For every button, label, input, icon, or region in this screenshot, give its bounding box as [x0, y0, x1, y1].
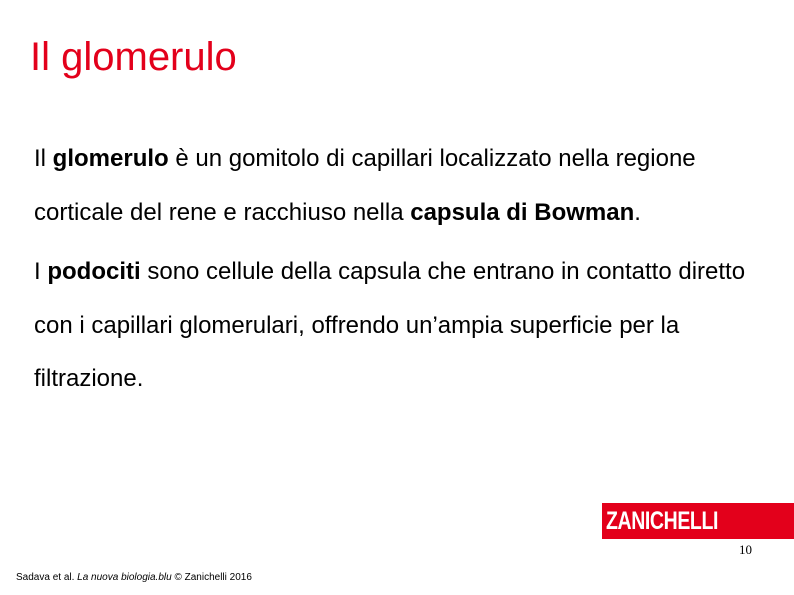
citation-prefix: Sadava et al.: [16, 572, 78, 583]
slide-body: [34, 132, 774, 406]
paragraph-podociti: [34, 245, 774, 406]
text-run: sono cellule della capsula che entrano in contatto diretto con i capillari glomerulari, offrendo un’ampia superficie per la filtrazione.: [34, 258, 746, 392]
zanichelli-logo: [602, 503, 794, 539]
text-run: .: [634, 198, 641, 226]
text-run: I: [34, 258, 48, 285]
slide-title: Il glomerulo: [30, 35, 237, 79]
logo-text: ZANICHELLI: [606, 507, 719, 535]
bold-term-capsula: capsula di Bowman: [410, 198, 635, 226]
citation-suffix: © Zanichelli 2016: [171, 572, 252, 583]
paragraph-glomerulo: [34, 132, 774, 239]
bold-term-podociti: podociti: [47, 258, 141, 285]
text-run: Il: [34, 145, 53, 172]
bold-term-glomerulo: glomerulo: [52, 145, 169, 172]
citation: [16, 572, 252, 583]
text-run: è un gomitolo di capillari localizzato nella regione corticale del rene e racchiuso nella: [34, 145, 696, 226]
page-number: 10: [739, 542, 752, 557]
citation-title: La nuova biologia.blu: [77, 572, 172, 583]
